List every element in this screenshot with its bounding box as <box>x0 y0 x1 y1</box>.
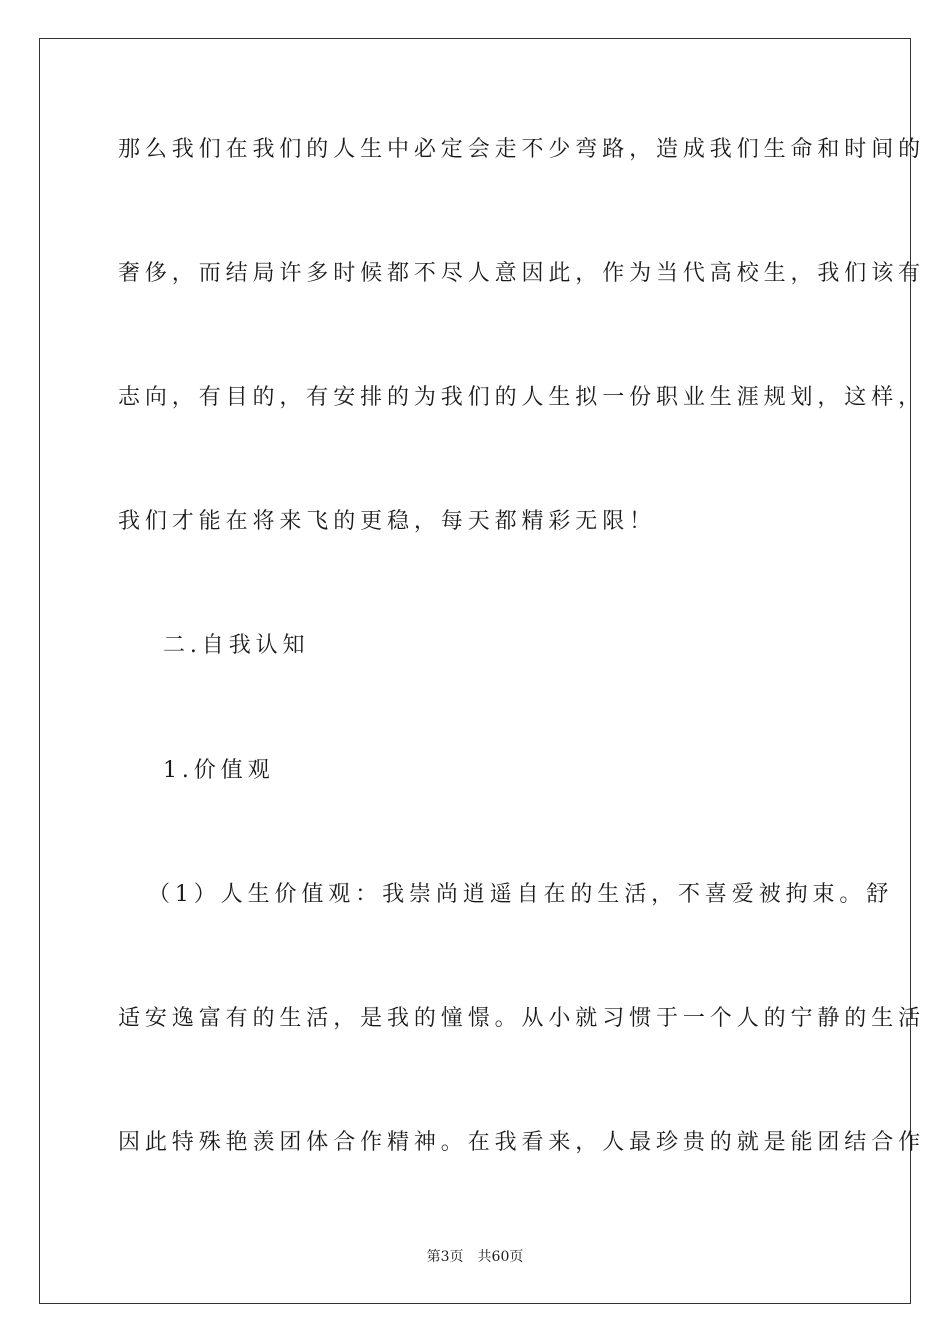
page-number: 第3页 <box>426 1249 464 1265</box>
page-footer <box>0 1248 950 1266</box>
body-text-line: 适安逸富有的生活，是我的憧憬。从小就习惯于一个人的宁静的生活 <box>118 1006 926 1031</box>
subsection-heading: 1.价值观 <box>163 758 275 783</box>
body-text-line: 志向，有目的，有安排的为我们的人生拟一份职业生涯规划，这样， <box>118 385 926 410</box>
body-text-line: 那么我们在我们的人生中必定会走不少弯路，造成我们生命和时间的 <box>118 137 926 162</box>
section-heading: 二.自我认知 <box>163 633 310 658</box>
page-total: 共60页 <box>477 1249 524 1265</box>
body-text-line: 奢侈，而结局许多时候都不尽人意因此，作为当代高校生，我们该有 <box>118 261 926 286</box>
body-text-line: 因此特殊艳羡团体合作精神。在我看来，人最珍贵的就是能团结合作 <box>118 1130 926 1155</box>
page-border <box>39 38 926 1304</box>
body-text-line: （1）人生价值观：我崇尚逍遥自在的生活，不喜爱被拘束。舒 <box>148 882 894 907</box>
body-text-line: 我们才能在将来飞的更稳，每天都精彩无限！ <box>118 509 657 534</box>
